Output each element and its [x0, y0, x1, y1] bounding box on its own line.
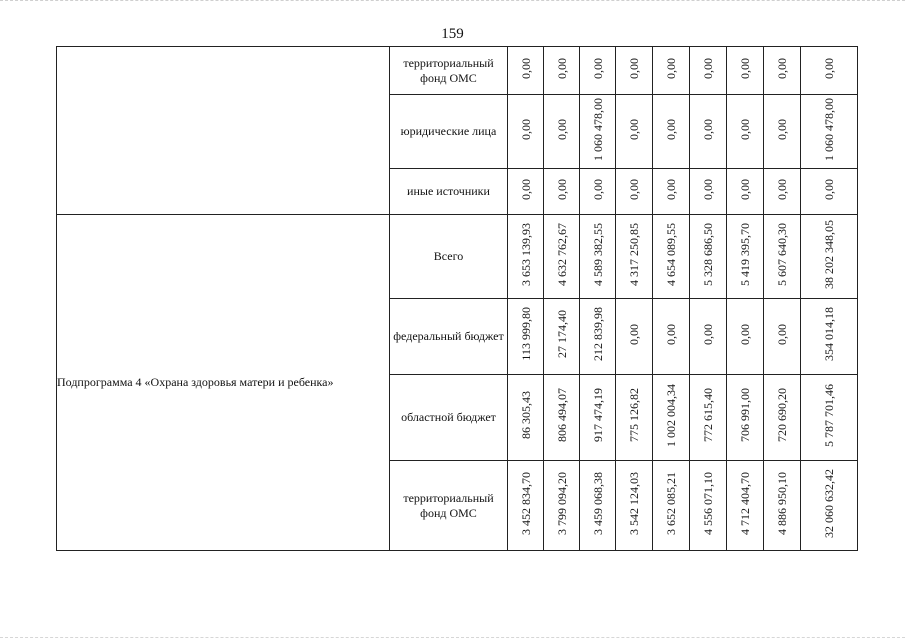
value-cell: 4 886 950,10 [764, 461, 801, 551]
value-cell: 720 690,20 [764, 375, 801, 461]
value-cell: 0,00 [544, 95, 580, 169]
value-cell: 4 712 404,70 [727, 461, 764, 551]
value-cell: 0,00 [727, 169, 764, 215]
value-cell: 917 474,19 [580, 375, 616, 461]
value-cell: 4 556 071,10 [690, 461, 727, 551]
value-cell: 0,00 [616, 299, 653, 375]
value-cell: 4 632 762,67 [544, 215, 580, 299]
total-value-cell: 0,00 [801, 47, 858, 95]
value-cell: 0,00 [690, 169, 727, 215]
value-cell: 113 999,80 [508, 299, 544, 375]
value-cell: 0,00 [727, 47, 764, 95]
total-value-cell: 5 787 701,46 [801, 375, 858, 461]
value-cell: 0,00 [616, 169, 653, 215]
value-cell: 4 317 250,85 [616, 215, 653, 299]
scan-edge-bottom [0, 635, 905, 638]
value-cell: 5 328 686,50 [690, 215, 727, 299]
value-cell: 0,00 [508, 47, 544, 95]
value-cell: 212 839,98 [580, 299, 616, 375]
table-row [57, 215, 858, 299]
value-cell: 4 654 089,55 [653, 215, 690, 299]
value-cell: 0,00 [508, 169, 544, 215]
value-cell: 0,00 [616, 95, 653, 169]
value-cell: 0,00 [580, 169, 616, 215]
total-value-cell: 1 060 478,00 [801, 95, 858, 169]
previous-program-cell [57, 47, 390, 215]
value-cell: 0,00 [690, 299, 727, 375]
value-cell: 3 799 094,20 [544, 461, 580, 551]
funding-source-label: территориальный фонд ОМС [390, 47, 508, 95]
total-value-cell: 0,00 [801, 169, 858, 215]
value-cell: 772 615,40 [690, 375, 727, 461]
value-cell: 0,00 [764, 169, 801, 215]
value-cell: 0,00 [690, 95, 727, 169]
value-cell: 0,00 [616, 47, 653, 95]
value-cell: 5 419 395,70 [727, 215, 764, 299]
value-cell: 4 589 382,55 [580, 215, 616, 299]
value-cell: 0,00 [508, 95, 544, 169]
value-cell: 0,00 [544, 47, 580, 95]
value-cell: 0,00 [764, 47, 801, 95]
program-title: Подпрограмма 4 «Охрана здоровья матери и ребенка» [57, 215, 390, 551]
funding-source-label: иные источники [390, 169, 508, 215]
value-cell: 3 452 834,70 [508, 461, 544, 551]
value-cell: 3 652 085,21 [653, 461, 690, 551]
total-value-cell: 354 014,18 [801, 299, 858, 375]
value-cell: 0,00 [580, 47, 616, 95]
budget-table [56, 46, 858, 551]
value-cell: 0,00 [544, 169, 580, 215]
value-cell: 5 607 640,30 [764, 215, 801, 299]
value-cell: 0,00 [727, 95, 764, 169]
scan-edge-top [0, 0, 905, 4]
table-row [57, 47, 858, 95]
value-cell: 0,00 [727, 299, 764, 375]
value-cell: 3 542 124,03 [616, 461, 653, 551]
value-cell: 1 002 004,34 [653, 375, 690, 461]
value-cell: 86 305,43 [508, 375, 544, 461]
page-number: 159 [441, 26, 464, 42]
value-cell: 806 494,07 [544, 375, 580, 461]
funding-source-label: юридические лица [390, 95, 508, 169]
total-value-cell: 32 060 632,42 [801, 461, 858, 551]
funding-source-label: Всего [390, 215, 508, 299]
value-cell: 27 174,40 [544, 299, 580, 375]
value-cell: 0,00 [764, 299, 801, 375]
value-cell: 775 126,82 [616, 375, 653, 461]
value-cell: 0,00 [653, 299, 690, 375]
value-cell: 0,00 [653, 169, 690, 215]
total-value-cell: 38 202 348,05 [801, 215, 858, 299]
value-cell: 0,00 [764, 95, 801, 169]
value-cell: 3 459 068,38 [580, 461, 616, 551]
value-cell: 0,00 [653, 95, 690, 169]
value-cell: 0,00 [690, 47, 727, 95]
funding-source-label: областной бюджет [390, 375, 508, 461]
funding-source-label: территориальный фонд ОМС [390, 461, 508, 551]
value-cell: 3 653 139,93 [508, 215, 544, 299]
funding-source-label: федеральный бюджет [390, 299, 508, 375]
value-cell: 1 060 478,00 [580, 95, 616, 169]
value-cell: 0,00 [653, 47, 690, 95]
value-cell: 706 991,00 [727, 375, 764, 461]
